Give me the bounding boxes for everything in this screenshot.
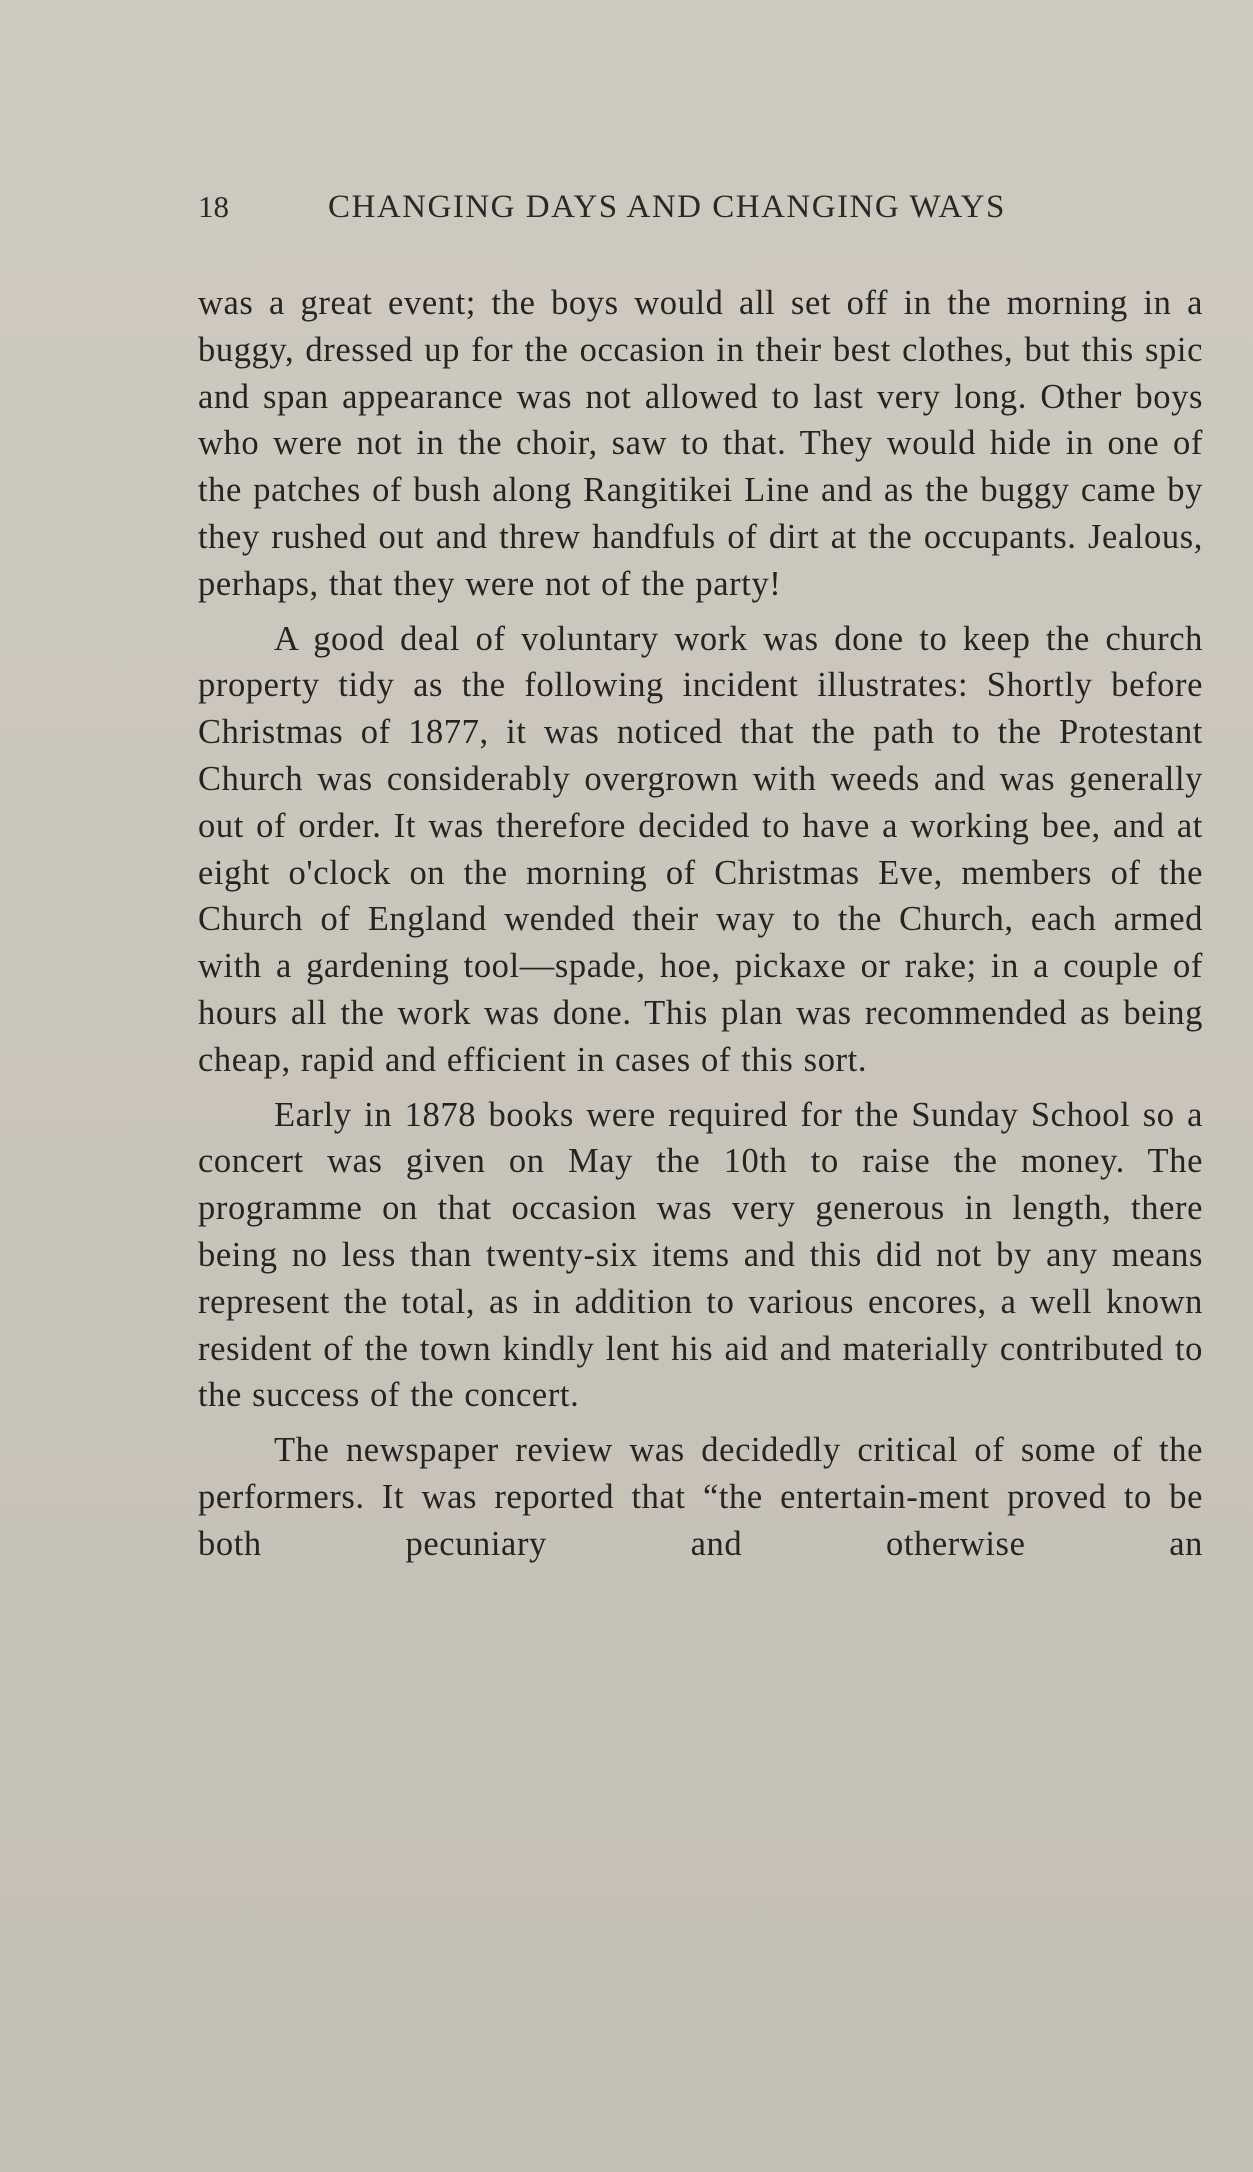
paragraph-continuation: was a great event; the boys would all set off in the morning in a buggy, dressed up for the occasion in their best clothes, but this spic and span appearance was not allowed to last very long. Other boys who were not in the choir, saw to that. They would hide in one of the patches of bush along Rangitikei Line and as the buggy came by they rushed out and threw handfuls of dirt at the occupants. Jealous, perhaps, that they were not of the party! [198,284,1203,603]
paragraph-working-bee: A good deal of voluntary work was done to keep the church property tidy as the following incident illustrates: Shortly before Christmas of 1877, it was noticed that the path to the Protestant Church was considerably overgrown with weeds and was generally out of order. It was therefore decided to have a working bee, and at eight o'clock on the morning of Christmas Eve, members of the Church of England wended their way to the Church, each armed with a gardening tool—spade, hoe, pickaxe or rake; in a couple of hours all the work was done. This plan was recommended as being cheap, rapid and efficient in cases of this sort. [198,619,1203,1079]
paragraph-newspaper-review: The newspaper review was decidedly critical of some of the performers. It was reported that “the entertain-ment proved to be both pecuniary and otherwise an [198,1431,1203,1563]
body-text [198,280,1203,1576]
running-header [198,183,1078,231]
page-number: 18 [198,189,229,224]
paragraph-concert: Early in 1878 books were required for the Sunday School so a concert was given on May the 10th to raise the money. The programme on that occasion was very generous in length, there being no less than twenty-six items and this did not by any means represent the total, as in addition to various encores, a well known resident of the town kindly lent his aid and materially contributed to the success of the concert. [198,1095,1203,1415]
running-title: CHANGING DAYS AND CHANGING WAYS [328,189,1006,225]
